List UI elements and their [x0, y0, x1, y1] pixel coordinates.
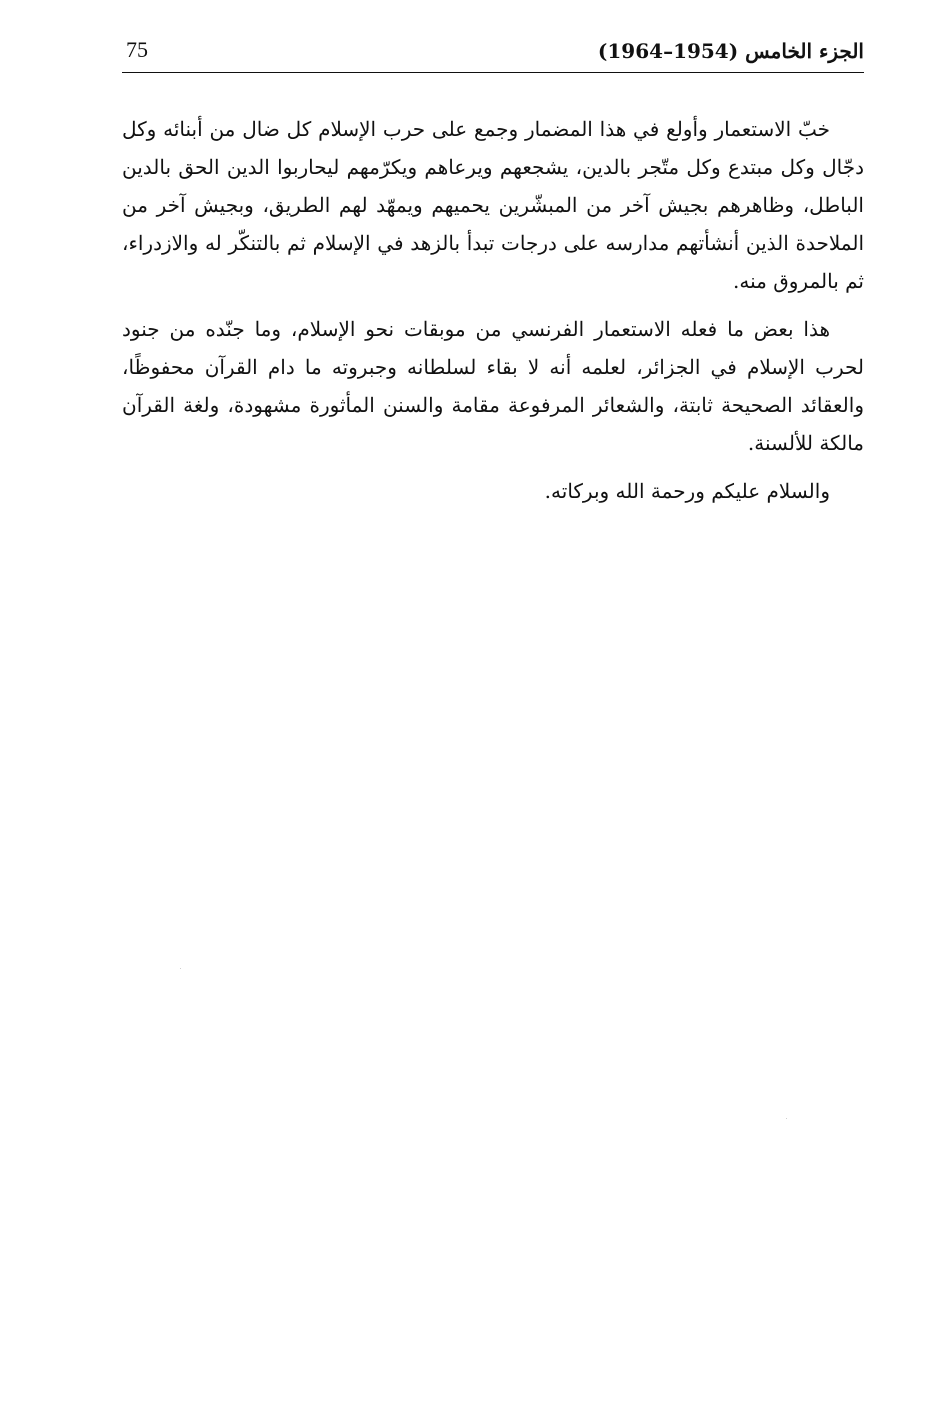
- paragraph-2: هذا بعض ما فعله الاستعمار الفرنسي من موبقات نحو الإسلام، وما جنّده من جنود لحرب الإسلام في الجزائر، لعلمه أنه لا بقاء لسلطانه وجبروته ما دام القرآن محفوظًا، والعقائد الصحيحة ثابتة، والشعائر المرفوعة مقامة والسنن المأثورة مشهودة، ولغة القرآن مالكة للألسنة.: [122, 317, 864, 455]
- scan-speck: [786, 1118, 787, 1119]
- page-header: [122, 36, 864, 70]
- scan-speck: [180, 968, 181, 969]
- running-title: الجزء الخامس (1954–1964): [597, 39, 864, 63]
- body-text: [122, 110, 864, 510]
- paragraph-1: خبّ الاستعمار وأولع في هذا المضمار وجمع على حرب الإسلام كل ضال من أبنائه وكل دجّال وكل مبتدع وكل متّجر بالدين، يشجعهم ويرعاهم ويكرّمهم ليحاربوا الدين الحق بالدين الباطل، وظاهرهم بجيش آخر من المبشّرين يحميهم ويمهّد لهم الطريق، وبجيش آخر من الملاحدة الذين أنشأتهم مدارسه على درجات تبدأ بالزهد في الإسلام ثم بالتنكّر له والازدراء، ثم بالمروق منه.: [122, 117, 864, 293]
- header-divider: [122, 72, 864, 73]
- page-number: 75: [126, 37, 148, 62]
- closing-salutation: والسلام عليكم ورحمة الله وبركاته.: [544, 479, 830, 503]
